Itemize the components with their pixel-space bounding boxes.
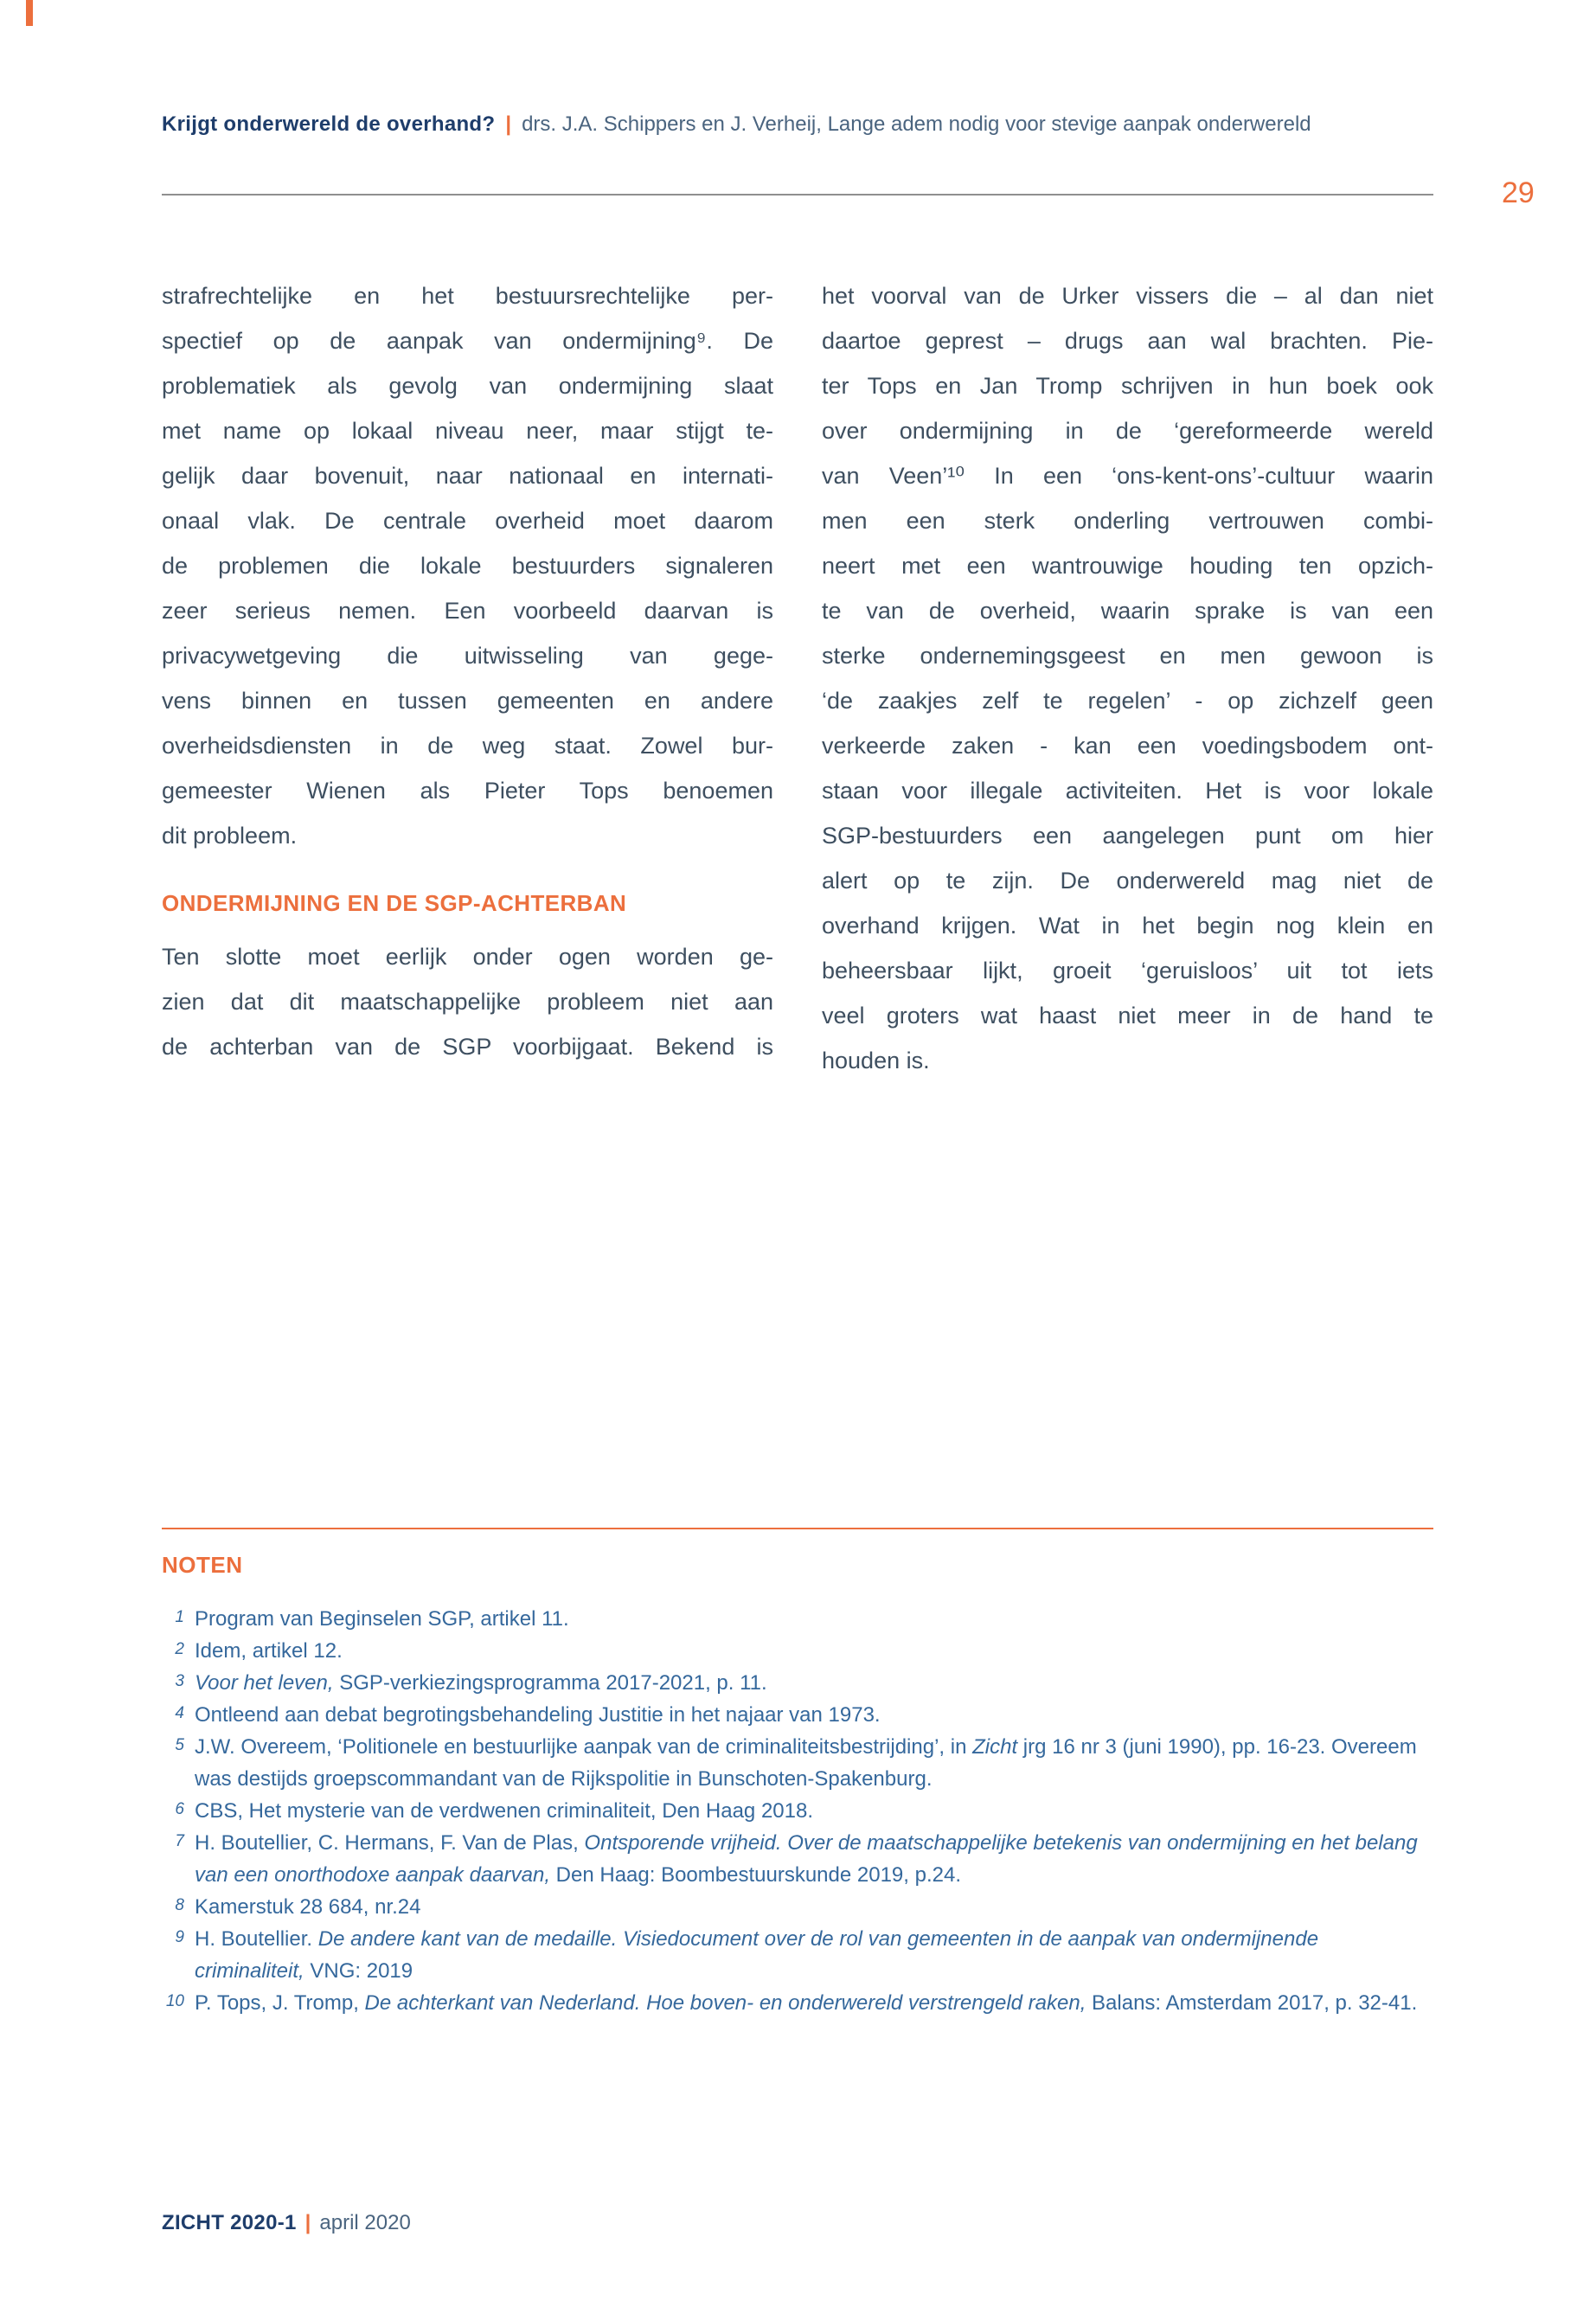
text-line: staan voor illegale activiteiten. Het is voor lokale [822, 778, 1433, 804]
note-number: 10 [165, 1992, 184, 2010]
note-item [162, 1987, 1433, 2019]
note-item [162, 1795, 1433, 1827]
note-text: Program van Beginselen SGP, artikel 11. [195, 1607, 569, 1631]
text-line: onaal vlak. De centrale overheid moet daarom [162, 508, 773, 534]
note-text: CBS, Het mysterie van de verdwenen criminaliteit, Den Haag 2018. [195, 1799, 814, 1823]
text-line: problematiek als gevolg van ondermijning slaat [162, 373, 773, 399]
note-item [162, 1923, 1433, 1987]
running-head-title: Krijgt onderwereld de overhand? [162, 112, 496, 136]
page-header [162, 112, 1433, 137]
text-line: veel groters wat haast niet meer in de hand te [822, 1003, 1433, 1029]
text-line: het voorval van de Urker vissers die – al dan niet [822, 283, 1433, 309]
text-line: overhand krijgen. Wat in het begin nog klein en [822, 913, 1433, 939]
paragraph [162, 273, 773, 858]
note-number: 6 [175, 1800, 184, 1818]
text-line: men een sterk onderling vertrouwen combi- [822, 508, 1433, 534]
text-line: beheersbaar lijkt, groeit ‘geruisloos’ uit tot iets [822, 958, 1433, 984]
text-line: strafrechtelijke en het bestuursrechtelijke per- [162, 283, 773, 309]
note-text: Voor het leven, SGP-verkiezingsprogramma 2017-2021, p. 11. [195, 1671, 767, 1695]
text-line: vens binnen en tussen gemeenten en andere [162, 688, 773, 714]
text-line: daartoe geprest – drugs aan wal brachten. Pie- [822, 328, 1433, 354]
text-line: van Veen’¹⁰ In een ‘ons-kent-ons’-cultuur waarin [822, 463, 1433, 489]
note-number: 3 [175, 1672, 184, 1690]
section-heading: ONDERMIJNING EN DE SGP-ACHTERBAN [162, 890, 627, 916]
note-number: 4 [175, 1704, 184, 1722]
note-item [162, 1891, 1433, 1923]
text-line: neert met een wantrouwige houding ten opzich- [822, 553, 1433, 579]
note-text: J.W. Overeem, ‘Politionele en bestuurlijke aanpak van de criminaliteitsbestrijding’, in Zicht jrg 16 nr 3 (juni 1990), pp. 16-23. Overeem was destijds groepscommandant van de Rijkspolitie in Bunschoten-Spakenburg. [195, 1735, 1417, 1791]
text-line: ter Tops en Jan Tromp schrijven in hun boek ook [822, 373, 1433, 399]
text-line: gelijk daar bovenuit, naar nationaal en internati- [162, 463, 773, 489]
text-line: zien dat dit maatschappelijke probleem niet aan [162, 989, 773, 1015]
note-item [162, 1635, 1433, 1667]
note-number: 9 [175, 1928, 184, 1946]
right-column [822, 273, 1433, 1083]
note-text: Ontleend aan debat begrotingsbehandeling Justitie in het najaar van 1973. [195, 1703, 881, 1727]
notes-list [162, 1603, 1433, 2019]
left-column [162, 273, 773, 1083]
note-item [162, 1667, 1433, 1699]
text-line: de problemen die lokale bestuurders signaleren [162, 553, 773, 579]
text-line: verkeerde zaken - kan een voedingsbodem ont- [822, 733, 1433, 759]
note-text: H. Boutellier. De andere kant van de medaille. Visiedocument over de rol van gemeenten in de aanpak van ondermijnende criminaliteit, VNG: 2019 [195, 1927, 1319, 1983]
text-line: sterke ondernemingsgeest en men gewoon is [822, 643, 1433, 669]
header-separator: | [505, 112, 512, 136]
text-line: privacywetgeving die uitwisseling van gege- [162, 643, 773, 669]
paragraph [162, 934, 773, 1069]
paragraph [822, 273, 1433, 1083]
note-item [162, 1603, 1433, 1635]
page-edge-accent-mark [26, 0, 33, 26]
note-number: 1 [175, 1608, 184, 1626]
note-item [162, 1699, 1433, 1731]
running-head-subtitle: drs. J.A. Schippers en J. Verheij, Lange adem nodig voor stevige aanpak onderwereld [522, 112, 1311, 136]
page-number: 29 [1502, 176, 1535, 209]
header-rule [162, 194, 1433, 195]
text-line: alert op te zijn. De onderwereld mag niet de [822, 868, 1433, 894]
text-line: Ten slotte moet eerlijk onder ogen worden ge- [162, 944, 773, 970]
note-item [162, 1827, 1433, 1891]
text-line: overheidsdiensten in de weg staat. Zowel bur- [162, 733, 773, 759]
text-line: houden is. [822, 1048, 930, 1074]
notes-divider [162, 1528, 1433, 1529]
note-text: Idem, artikel 12. [195, 1639, 343, 1663]
footer-date: april 2020 [319, 2211, 411, 2234]
text-line: ‘de zaakjes zelf te regelen’ - op zichzelf geen [822, 688, 1433, 714]
text-line: spectief op de aanpak van ondermijning⁹. De [162, 328, 773, 354]
article-body [162, 273, 1433, 1083]
text-line: te van de overheid, waarin sprake is van een [822, 598, 1433, 624]
note-text: Kamerstuk 28 684, nr.24 [195, 1895, 421, 1919]
note-item [162, 1731, 1433, 1795]
text-line: over ondermijning in de ‘gereformeerde wereld [822, 418, 1433, 444]
notes-section [162, 1528, 1433, 2019]
footer-separator: | [304, 2211, 311, 2234]
text-line: de achterban van de SGP voorbijgaat. Bekend is [162, 1034, 773, 1060]
text-line: zeer serieus nemen. Een voorbeeld daarvan is [162, 598, 773, 624]
note-number: 5 [175, 1736, 184, 1754]
text-line: dit probleem. [162, 823, 298, 849]
note-text: P. Tops, J. Tromp, De achterkant van Nederland. Hoe boven- en onderwereld verstrengeld raken, Balans: Amsterdam 2017, p. 32-41. [195, 1991, 1418, 2015]
text-line: met name op lokaal niveau neer, maar stijgt te- [162, 418, 773, 444]
notes-heading: NOTEN [162, 1552, 243, 1578]
text-line: gemeester Wienen als Pieter Tops benoemen [162, 778, 773, 804]
footer-journal: ZICHT 2020-1 [162, 2211, 297, 2234]
page-footer [162, 2211, 411, 2235]
note-number: 7 [175, 1832, 184, 1850]
note-number: 2 [175, 1640, 184, 1658]
note-text: H. Boutellier, C. Hermans, F. Van de Plas, Ontsporende vrijheid. Over de maatschappelijke betekenis van ondermijning en het belang van een onorthodoxe aanpak daarvan, Den Haag: Boombestuurskunde 2019, p.24. [195, 1831, 1418, 1887]
text-line: SGP-bestuurders een aangelegen punt om hier [822, 823, 1433, 849]
note-number: 8 [175, 1896, 184, 1914]
